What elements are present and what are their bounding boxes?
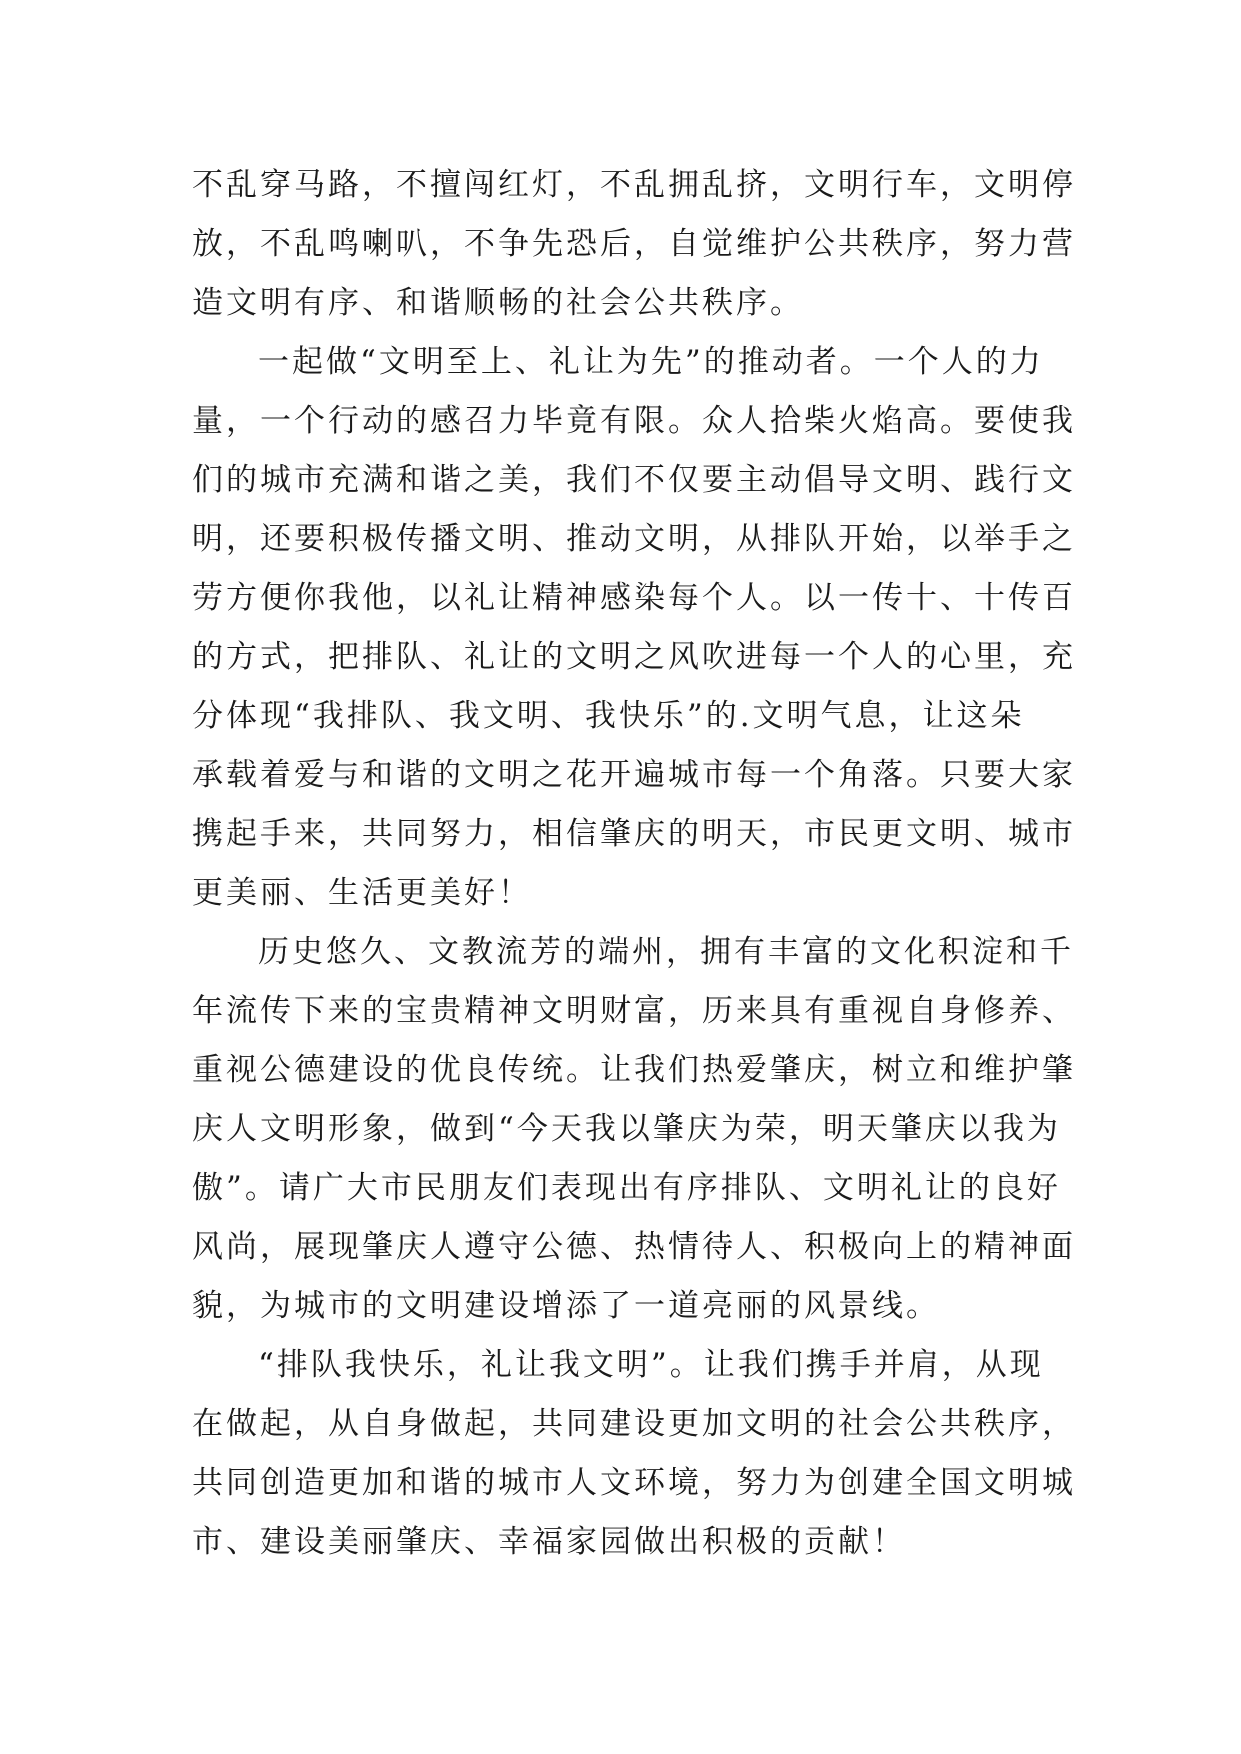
text-line: 不乱穿马路，不擅闯红灯，不乱拥乱挤，文明行车，文明停: [192, 167, 1076, 203]
paragraph-2: [192, 333, 1076, 923]
text-line: 在做起，从自身做起，共同建设更加文明的社会公共秩序，: [192, 1406, 1076, 1442]
text-line: 承载着爱与和谐的文明之花开遍城市每一个角落。只要大家: [192, 757, 1076, 793]
text-line: 貌，为城市的文明建设增添了一道亮丽的风景线。: [192, 1288, 940, 1324]
text-line: 造文明有序、和谐顺畅的社会公共秩序。: [192, 285, 804, 321]
text-line: 劳方便你我他，以礼让精神感染每个人。以一传十、十传百: [192, 580, 1076, 616]
text-line: 年流传下来的宝贵精神文明财富，历来具有重视自身修养、: [192, 993, 1076, 1029]
body-text: [192, 156, 1076, 1572]
text-line: 们的城市充满和谐之美，我们不仅要主动倡导文明、践行文: [192, 462, 1076, 498]
text-line: 历史悠久、文教流芳的端州，拥有丰富的文化积淀和千: [258, 934, 1074, 970]
text-line: 一起做“文明至上、礼让为先”的推动者。一个人的力: [258, 344, 1044, 380]
text-line: 的方式，把排队、礼让的文明之风吹进每一个人的心里，充: [192, 639, 1076, 675]
text-line: 明，还要积极传播文明、推动文明，从排队开始，以举手之: [192, 521, 1076, 557]
paragraph-1: [192, 156, 1076, 333]
paragraph-4: [192, 1336, 1076, 1572]
text-line: “排队我快乐，礼让我文明”。让我们携手并肩，从现: [258, 1347, 1044, 1383]
paragraph-3: [192, 923, 1076, 1336]
text-line: 市、建设美丽肇庆、幸福家园做出积极的贡献！: [192, 1524, 906, 1560]
text-line: 傲”。请广大市民朋友们表现出有序排队、文明礼让的良好: [192, 1170, 1061, 1206]
text-line: 分体现“我排队、我文明、我快乐”的.文明气息，让这朵: [192, 698, 1025, 734]
text-line: 携起手来，共同努力，相信肇庆的明天，市民更文明、城市: [192, 816, 1076, 852]
text-line: 重视公德建设的优良传统。让我们热爱肇庆，树立和维护肇: [192, 1052, 1076, 1088]
text-line: 风尚，展现肇庆人遵守公德、热情待人、积极向上的精神面: [192, 1229, 1076, 1265]
text-line: 量，一个行动的感召力毕竟有限。众人拾柴火焰高。要使我: [192, 403, 1076, 439]
text-line: 放，不乱鸣喇叭，不争先恐后，自觉维护公共秩序，努力营: [192, 226, 1076, 262]
text-line: 庆人文明形象，做到“今天我以肇庆为荣，明天肇庆以我为: [192, 1111, 1061, 1147]
text-line: 更美丽、生活更美好！: [192, 875, 532, 911]
text-line: 共同创造更加和谐的城市人文环境，努力为创建全国文明城: [192, 1465, 1076, 1501]
